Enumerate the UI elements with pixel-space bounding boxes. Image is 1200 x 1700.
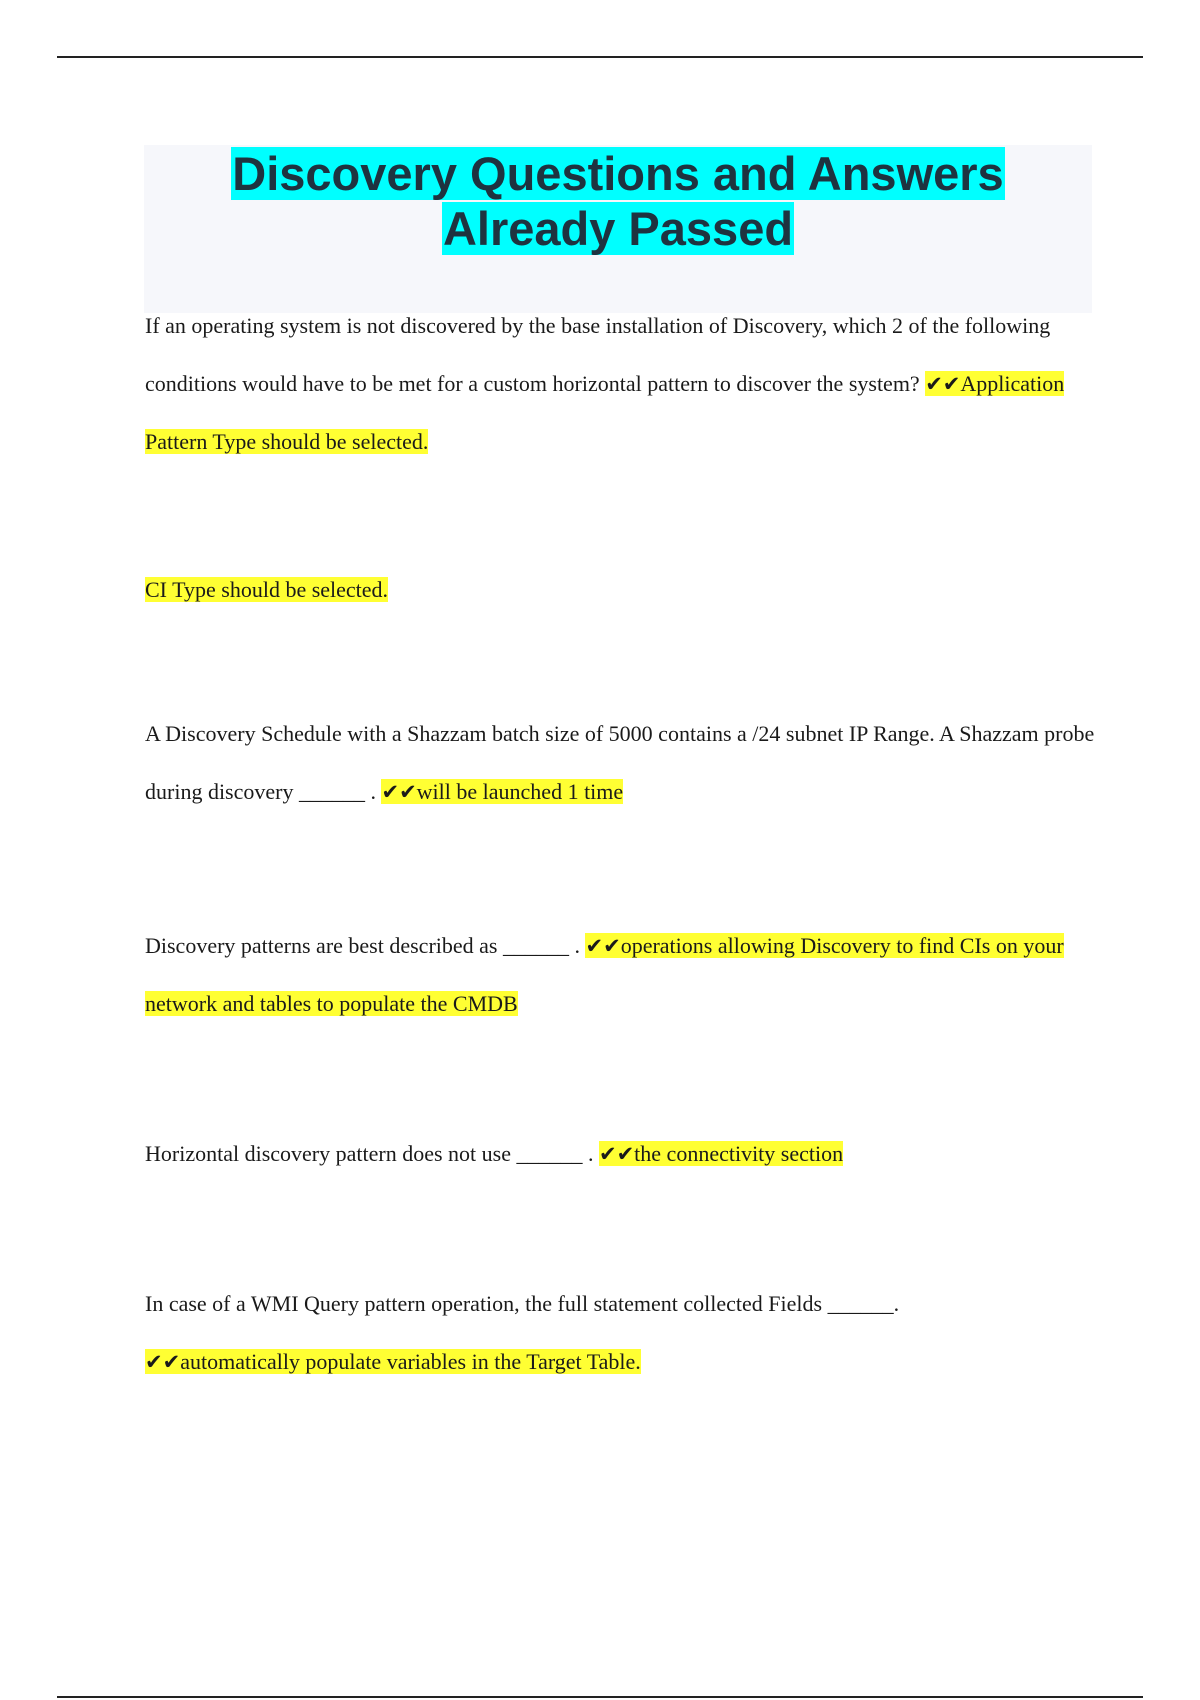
question-4-text: Horizontal discovery pattern does not use ______ . [145,1141,599,1166]
question-2 [145,705,1095,821]
check-mark-icon: ✔✔ [585,934,621,958]
check-mark-icon: ✔✔ [145,1350,181,1374]
question-3 [145,917,1095,1033]
title-line-2: Already Passed [442,202,794,255]
question-5-text: In case of a WMI Query pattern operation, the full statement collected Fields ______. [145,1291,900,1316]
answer-4 [599,1141,843,1166]
title-line-1: Discovery Questions and Answers [232,147,1004,200]
answer-5 [145,1349,641,1374]
check-mark-icon: ✔✔ [598,1142,635,1166]
question-1 [145,297,1095,471]
question-1-text: If an operating system is not discovered by the base installation of Discovery, which 2 of the following conditions would have to be met for a custom horizontal pattern to discover the system? [145,313,1051,396]
answer-2-text: will be launched 1 time [416,779,624,804]
answer-1b [145,561,1095,619]
question-3-text: Discovery patterns are best described as ______ . [145,933,586,958]
question-4 [145,1125,1095,1183]
answer-2 [381,779,623,804]
answer-1b-text: CI Type should be selected. [145,577,389,602]
answer-4-text: the connectivity section [634,1141,844,1166]
question-2-text: A Discovery Schedule with a Shazzam batch size of 5000 contains a /24 subnet IP Range. A Shazzam probe during discovery ______ . [145,721,1095,804]
top-rule [57,56,1143,58]
answer-5-text: automatically populate variables in the Target Table. [180,1349,641,1374]
check-mark-icon: ✔✔ [925,372,961,396]
check-mark-icon: ✔✔ [381,780,417,804]
answer-1-text: Application Pattern Type should be selected. [145,371,1065,454]
answer-3-text: operations allowing Discovery to find CIs on your network and tables to populate the CMDB [145,933,1064,1016]
bottom-rule [57,1696,1143,1698]
title-block [144,145,1092,313]
question-5 [145,1275,1095,1391]
